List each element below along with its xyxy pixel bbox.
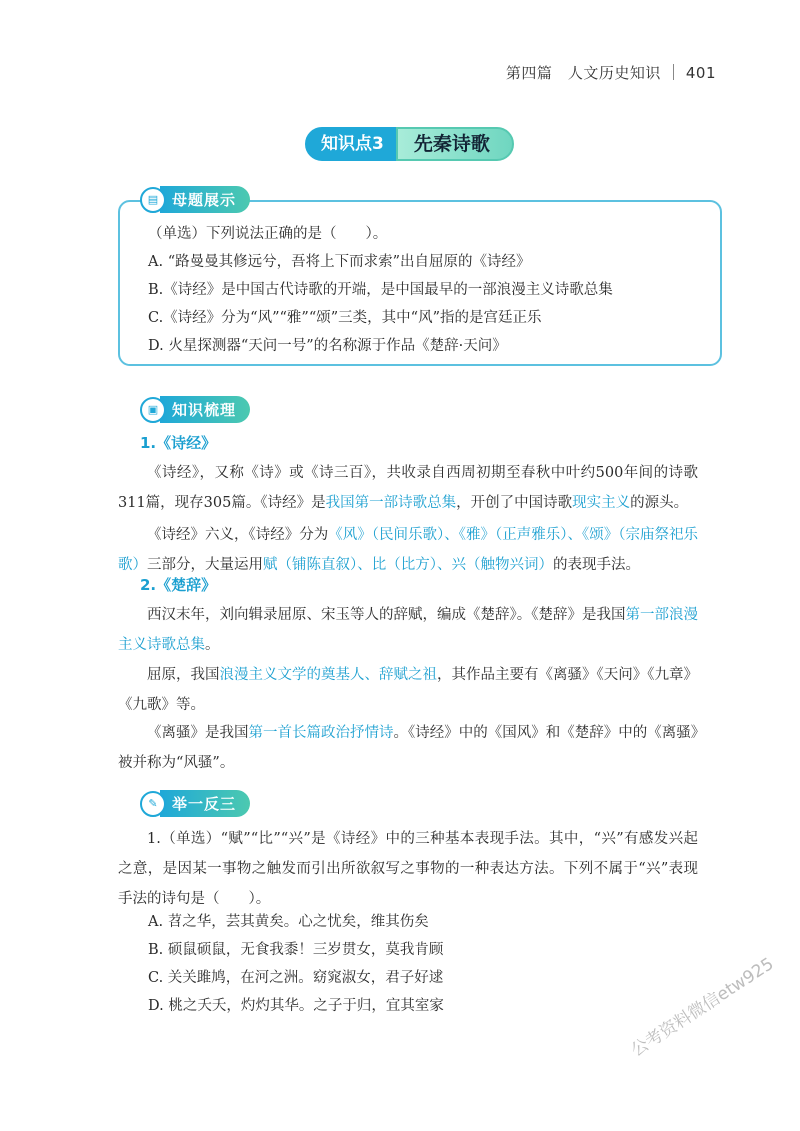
practice-option-c: C. 关关雎鸠，在河之洲。窈窕淑女，君子好逑	[148, 970, 444, 986]
paragraph-quyuan: 屈原，我国浪漫主义文学的奠基人、辞赋之祖，其作品主要有《离骚》《天问》《九章》《九歌》等。	[118, 667, 698, 713]
pencil-icon: ✎	[140, 791, 166, 817]
section-tag-label: 举一反三	[160, 790, 250, 817]
paragraph-chuci-intro: 西汉末年，刘向辑录屈原、宋玉等人的辞赋，编成《楚辞》。《楚辞》是我国第一部浪漫主义诗歌总集。	[118, 607, 698, 653]
mother-option-a: A. “路曼曼其修远兮，吾将上下而求索”出自屈原的《诗经》	[148, 254, 531, 270]
subheading-shijing: 1.《诗经》	[140, 434, 217, 452]
practice-option-d: D. 桃之夭夭，灼灼其华。之子于归，宜其室家	[148, 998, 444, 1014]
watermark: 公考资料微信etw925	[627, 954, 778, 1061]
paragraph-lisao: 《离骚》是我国第一首长篇政治抒情诗。《诗经》中的《国风》和《楚辞》中的《离骚》被并称为“风骚”。	[118, 725, 698, 771]
practice-option-a: A. 苕之华，芸其黄矣。心之忧矣，维其伤矣	[148, 914, 429, 930]
section-tag-label: 母题展示	[160, 186, 250, 213]
chapter-title: 第四篇 人文历史知识	[505, 64, 661, 82]
mother-question-stem: （单选）下列说法正确的是（ ）。	[148, 226, 388, 242]
section-tag-label: 知识梳理	[160, 396, 250, 423]
book-icon: ▤	[140, 187, 166, 213]
practice-option-b: B. 硕鼠硕鼠，无食我黍！三岁贯女，莫我肯顾	[148, 942, 444, 958]
paragraph-shijing-six-principles: 《诗经》六义，《诗经》分为《风》（民间乐歌）、《雅》（正声雅乐）、《颂》（宗庙祭祀乐歌）三部分，大量运用赋（铺陈直叙）、比（比方）、兴（触物兴词）的表现手法。	[118, 527, 698, 573]
paragraph-shijing-intro: 《诗经》，又称《诗》或《诗三百》，共收录自西周初期至春秋中叶约500年间的诗歌311篇，现存305篇。《诗经》是我国第一部诗歌总集，开创了中国诗歌现实主义的源头。	[118, 465, 698, 511]
mother-option-c: C.《诗经》分为“风”“雅”“颂”三类，其中“风”指的是宫廷正乐	[148, 310, 542, 326]
topic-title: 先秦诗歌	[396, 127, 514, 161]
notebook-icon: ▣	[140, 397, 166, 423]
knowledge-point-banner	[305, 127, 514, 161]
subheading-chuci: 2.《楚辞》	[140, 576, 217, 594]
section-tag-practice	[140, 790, 250, 817]
knowledge-point-label: 知识点3	[305, 127, 396, 161]
header-divider	[673, 64, 674, 80]
mother-option-d: D. 火星探测器“天问一号”的名称源于作品《楚辞·天问》	[148, 338, 507, 354]
section-tag-knowledge	[140, 396, 250, 423]
page-number: 401	[685, 64, 716, 82]
mother-option-b: B.《诗经》是中国古代诗歌的开端，是中国最早的一部浪漫主义诗歌总集	[148, 282, 613, 298]
practice-question-stem: 1.（单选）“赋”“比”“兴”是《诗经》中的三种基本表现手法。其中，“兴”有感发兴起之意，是因某一事物之触发而引出所欲叙写之事物的一种表达方法。下列不属于“兴”表现手法的诗句是（ ）。	[118, 831, 698, 907]
running-header	[506, 62, 716, 83]
section-tag-mother	[140, 186, 250, 213]
